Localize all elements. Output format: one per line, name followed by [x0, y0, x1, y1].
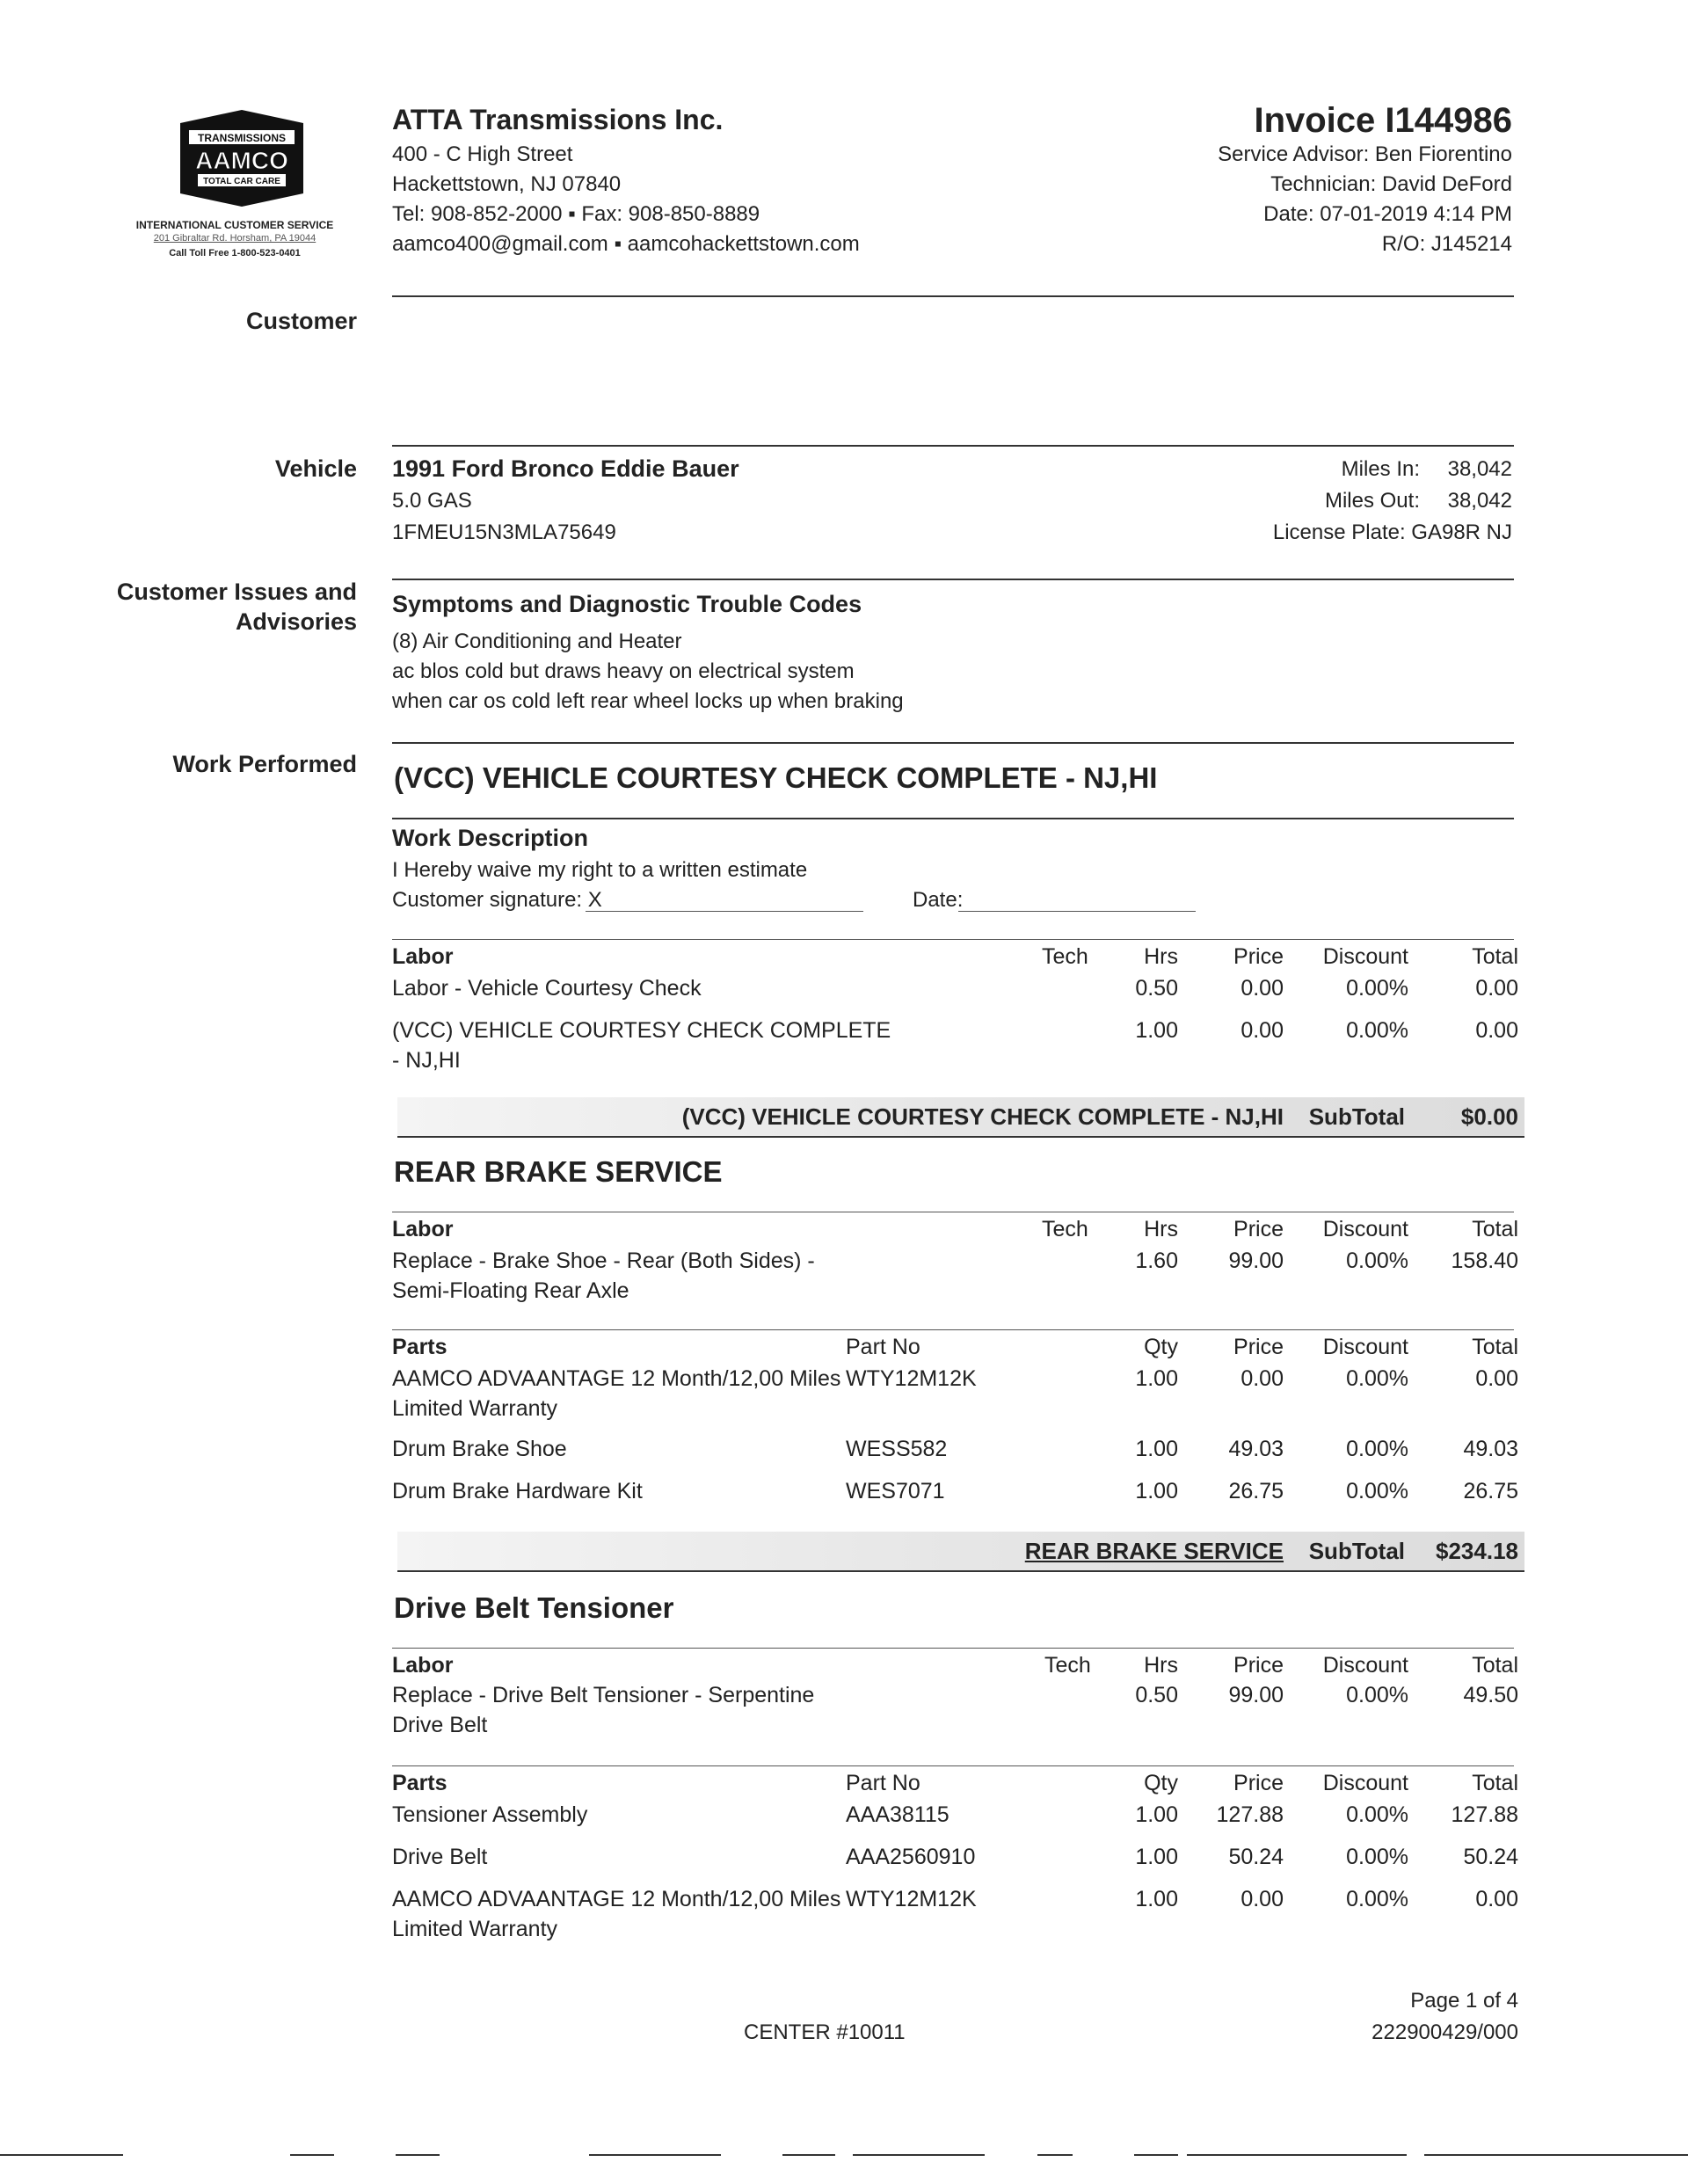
- brake-part-2-total: 49.03: [1463, 1437, 1518, 1461]
- miles-in-value: 38,042: [1447, 457, 1512, 481]
- vcc-labor-row-1-total: 0.00: [1475, 976, 1518, 1001]
- belt-partno-header: Part No: [846, 1771, 920, 1795]
- symptom-line-2: ac blos cold but draws heavy on electrical system: [392, 659, 855, 683]
- belt-part-3-qty: 1.00: [1135, 1887, 1178, 1911]
- issues-label-2: Advisories: [235, 608, 357, 635]
- brake-part-1-price: 0.00: [1241, 1366, 1284, 1391]
- technician: Technician: David DeFord: [1270, 172, 1512, 196]
- belt-part-3-desc-cont: Limited Warranty: [392, 1917, 558, 1941]
- brake-parts-divider: [392, 1329, 1514, 1330]
- belt-labor-discount: 0.00%: [1346, 1683, 1408, 1707]
- belt-labor-divider: [392, 1648, 1514, 1649]
- aamco-logo: [163, 106, 321, 211]
- vehicle-vin: 1FMEU15N3MLA75649: [392, 521, 616, 544]
- vcc-labor-row-2-price: 0.00: [1241, 1018, 1284, 1043]
- brake-part-3-total: 26.75: [1463, 1479, 1518, 1503]
- logo-top-text: TRANSMISSIONS: [197, 132, 287, 144]
- miles-in-label: Miles In:: [1341, 457, 1420, 481]
- belt-part-2-number: AAA2560910: [846, 1845, 976, 1869]
- scan-edge-line: [290, 2154, 334, 2156]
- brake-subtotal-name: REAR BRAKE SERVICE: [1024, 1538, 1284, 1564]
- vcc-labor-row-1-discount: 0.00%: [1346, 976, 1408, 1001]
- logo-line-3: Call Toll Free 1-800-523-0401: [169, 248, 301, 258]
- belt-total-header: Total: [1472, 1653, 1518, 1678]
- vcc-total-header: Total: [1472, 944, 1518, 969]
- miles-out-label: Miles Out:: [1324, 489, 1420, 513]
- work-performed-label: Work Performed: [172, 751, 357, 777]
- waive-estimate-text: I Hereby waive my right to a written estimate: [392, 858, 808, 882]
- work-divider: [392, 742, 1514, 744]
- brake-partno-header: Part No: [846, 1335, 920, 1359]
- symptom-line-1: (8) Air Conditioning and Heater: [392, 630, 682, 653]
- center-number: CENTER #10011: [744, 2020, 906, 2044]
- brake-part-3-number: WES7071: [846, 1479, 945, 1503]
- vcc-title-divider: [392, 818, 1514, 819]
- vcc-tech-header: Tech: [1042, 944, 1088, 969]
- belt-parts-header: Parts: [392, 1771, 447, 1795]
- company-phone: Tel: 908-852-2000 ▪ Fax: 908-850-8889: [392, 202, 760, 226]
- belt-part-2-price: 50.24: [1228, 1845, 1284, 1869]
- vcc-subtotal-label: SubTotal: [1308, 1103, 1405, 1130]
- logo-line-1: INTERNATIONAL CUSTOMER SERVICE: [135, 219, 334, 231]
- belt-part-2-discount: 0.00%: [1346, 1845, 1408, 1869]
- vcc-subtotal-value: $0.00: [1460, 1103, 1518, 1130]
- scan-edge-line: [0, 2154, 123, 2156]
- belt-part-2-qty: 1.00: [1135, 1845, 1178, 1869]
- vehicle-name: 1991 Ford Bronco Eddie Bauer: [392, 455, 739, 482]
- belt-part-3-total: 0.00: [1475, 1887, 1518, 1911]
- brake-labor-price: 99.00: [1228, 1249, 1284, 1273]
- vcc-job-title: (VCC) VEHICLE COURTESY CHECK COMPLETE - NJ,HI: [394, 761, 1158, 794]
- brake-part-3-discount: 0.00%: [1346, 1479, 1408, 1503]
- brake-part-2-qty: 1.00: [1135, 1437, 1178, 1461]
- belt-part-1-number: AAA38115: [846, 1802, 950, 1827]
- brake-part-1-desc: AAMCO ADVAANTAGE 12 Month/12,00 Miles: [392, 1366, 841, 1391]
- logo-bottom-text: TOTAL CAR CARE: [203, 177, 280, 186]
- logo-brand-text: AAMCO: [195, 147, 288, 174]
- brake-total-header: Total: [1472, 1217, 1518, 1241]
- vehicle-label: Vehicle: [274, 455, 357, 482]
- belt-part-3-discount: 0.00%: [1346, 1887, 1408, 1911]
- vcc-labor-row-2-desc: (VCC) VEHICLE COURTESY CHECK COMPLETE: [392, 1018, 891, 1043]
- vcc-hrs-header: Hrs: [1144, 944, 1178, 969]
- brake-part-3-desc: Drum Brake Hardware Kit: [392, 1479, 643, 1503]
- brake-labor-hrs: 1.60: [1135, 1249, 1178, 1273]
- belt-price-header: Price: [1233, 1653, 1284, 1678]
- logo-line-2: 201 Gibraltar Rd. Horsham, PA 19044: [153, 233, 316, 244]
- belt-labor-desc: Replace - Drive Belt Tensioner - Serpentine: [392, 1683, 815, 1707]
- vcc-discount-header: Discount: [1322, 944, 1408, 969]
- symptoms-divider: [392, 579, 1514, 580]
- vcc-labor-row-2-total: 0.00: [1475, 1018, 1518, 1043]
- company-web: aamco400@gmail.com ▪ aamcohackettstown.com: [392, 232, 860, 256]
- belt-labor-price: 99.00: [1228, 1683, 1284, 1707]
- scan-edge-line: [396, 2154, 440, 2156]
- belt-part-3-desc: AAMCO ADVAANTAGE 12 Month/12,00 Miles: [392, 1887, 841, 1911]
- company-name: ATTA Transmissions Inc.: [392, 104, 724, 135]
- belt-part-1-qty: 1.00: [1135, 1802, 1178, 1827]
- belt-part-3-price: 0.00: [1241, 1887, 1284, 1911]
- belt-parts-price-header: Price: [1233, 1771, 1284, 1795]
- scan-edge-line: [853, 2154, 985, 2156]
- aamco-logo-shape: [163, 106, 321, 211]
- company-address-2: Hackettstown, NJ 07840: [392, 172, 622, 196]
- vcc-labor-row-2-desc-cont: - NJ,HI: [392, 1048, 461, 1073]
- brake-part-1-discount: 0.00%: [1346, 1366, 1408, 1391]
- vcc-labor-row-2-hrs: 1.00: [1135, 1018, 1178, 1043]
- scan-edge-line: [1037, 2154, 1073, 2156]
- brake-parts-total-header: Total: [1472, 1335, 1518, 1359]
- scan-edge-line: [782, 2154, 835, 2156]
- belt-part-1-desc: Tensioner Assembly: [392, 1802, 588, 1827]
- brake-part-2-desc: Drum Brake Shoe: [392, 1437, 567, 1461]
- vcc-labor-header: Labor: [392, 944, 454, 969]
- vehicle-divider: [392, 445, 1514, 447]
- miles-out-value: 38,042: [1447, 489, 1512, 513]
- belt-part-1-price: 127.88: [1216, 1802, 1284, 1827]
- vcc-price-header: Price: [1233, 944, 1284, 969]
- signature-line[interactable]: [586, 911, 863, 912]
- belt-labor-header: Labor: [392, 1653, 454, 1678]
- belt-part-3-number: WTY12M12K: [846, 1887, 977, 1911]
- repair-order-number: R/O: J145214: [1381, 232, 1512, 256]
- brake-tech-header: Tech: [1042, 1217, 1088, 1241]
- belt-job-title: Drive Belt Tensioner: [394, 1591, 674, 1624]
- brake-part-1-desc-cont: Limited Warranty: [392, 1396, 558, 1421]
- vcc-labor-row-1-hrs: 0.50: [1135, 976, 1178, 1001]
- brake-labor-desc-cont: Semi-Floating Rear Axle: [392, 1278, 629, 1303]
- brake-part-1-number: WTY12M12K: [846, 1366, 977, 1391]
- company-address-1: 400 - C High Street: [392, 142, 573, 166]
- date-label: Date:: [913, 888, 964, 912]
- vcc-subtotal-name: (VCC) VEHICLE COURTESY CHECK COMPLETE - NJ,HI: [681, 1103, 1284, 1130]
- brake-labor-total: 158.40: [1451, 1249, 1518, 1273]
- belt-part-2-total: 50.24: [1463, 1845, 1518, 1869]
- belt-part-1-discount: 0.00%: [1346, 1802, 1408, 1827]
- brake-subtotal-underline: [397, 1570, 1524, 1572]
- invoice-date: Date: 07-01-2019 4:14 PM: [1263, 202, 1512, 226]
- belt-part-1-total: 127.88: [1451, 1802, 1518, 1827]
- brake-part-2-discount: 0.00%: [1346, 1437, 1408, 1461]
- header-divider: [392, 295, 1514, 297]
- belt-tech-header: Tech: [1044, 1653, 1091, 1678]
- vcc-labor-row-1-price: 0.00: [1241, 976, 1284, 1001]
- document-code: 222900429/000: [1372, 2020, 1518, 2044]
- invoice-title: Invoice I144986: [1254, 101, 1512, 140]
- brake-parts-price-header: Price: [1233, 1335, 1284, 1359]
- customer-signature-label: Customer signature: X: [392, 888, 602, 912]
- brake-qty-header: Qty: [1144, 1335, 1178, 1359]
- scan-edge-line: [1424, 2154, 1688, 2156]
- brake-labor-desc: Replace - Brake Shoe - Rear (Both Sides) -: [392, 1249, 815, 1273]
- page-number: Page 1 of 4: [1410, 1989, 1518, 2013]
- brake-hrs-header: Hrs: [1144, 1217, 1178, 1241]
- brake-parts-discount-header: Discount: [1322, 1335, 1408, 1359]
- work-description-title: Work Description: [392, 825, 589, 851]
- brake-labor-header: Labor: [392, 1217, 454, 1241]
- brake-price-header: Price: [1233, 1217, 1284, 1241]
- vcc-subtotal-underline: [397, 1136, 1524, 1138]
- vcc-labor-divider: [392, 939, 1514, 940]
- symptoms-title: Symptoms and Diagnostic Trouble Codes: [392, 591, 862, 617]
- belt-qty-header: Qty: [1144, 1771, 1178, 1795]
- belt-parts-discount-header: Discount: [1322, 1771, 1408, 1795]
- scan-edge-line: [1134, 2154, 1178, 2156]
- issues-label-1: Customer Issues and: [116, 579, 357, 605]
- belt-labor-hrs: 0.50: [1135, 1683, 1178, 1707]
- brake-part-2-price: 49.03: [1228, 1437, 1284, 1461]
- brake-part-3-price: 26.75: [1228, 1479, 1284, 1503]
- vcc-labor-row-2-discount: 0.00%: [1346, 1018, 1408, 1043]
- belt-hrs-header: Hrs: [1144, 1653, 1178, 1678]
- brake-subtotal-label: SubTotal: [1308, 1538, 1405, 1564]
- license-plate: License Plate: GA98R NJ: [1272, 521, 1512, 544]
- brake-parts-header: Parts: [392, 1335, 447, 1359]
- belt-labor-total: 49.50: [1463, 1683, 1518, 1707]
- brake-part-1-qty: 1.00: [1135, 1366, 1178, 1391]
- belt-part-2-desc: Drive Belt: [392, 1845, 488, 1869]
- brake-job-title: REAR BRAKE SERVICE: [394, 1155, 723, 1188]
- vcc-labor-row-1-desc: Labor - Vehicle Courtesy Check: [392, 976, 702, 1001]
- scan-edge-line: [1187, 2154, 1407, 2156]
- symptom-line-3: when car os cold left rear wheel locks up when braking: [392, 689, 904, 713]
- scan-edge-line: [589, 2154, 721, 2156]
- brake-subtotal-value: $234.18: [1436, 1538, 1518, 1564]
- belt-discount-header: Discount: [1322, 1653, 1408, 1678]
- brake-part-3-qty: 1.00: [1135, 1479, 1178, 1503]
- belt-parts-total-header: Total: [1472, 1771, 1518, 1795]
- customer-label: Customer: [245, 308, 357, 334]
- belt-labor-desc-cont: Drive Belt: [392, 1713, 488, 1737]
- service-advisor: Service Advisor: Ben Fiorentino: [1218, 142, 1512, 166]
- date-line[interactable]: [958, 911, 1196, 912]
- brake-labor-discount: 0.00%: [1346, 1249, 1408, 1273]
- brake-discount-header: Discount: [1322, 1217, 1408, 1241]
- vehicle-engine: 5.0 GAS: [392, 489, 472, 513]
- brake-part-2-number: WESS582: [846, 1437, 948, 1461]
- brake-part-1-total: 0.00: [1475, 1366, 1518, 1391]
- belt-parts-divider: [392, 1765, 1514, 1766]
